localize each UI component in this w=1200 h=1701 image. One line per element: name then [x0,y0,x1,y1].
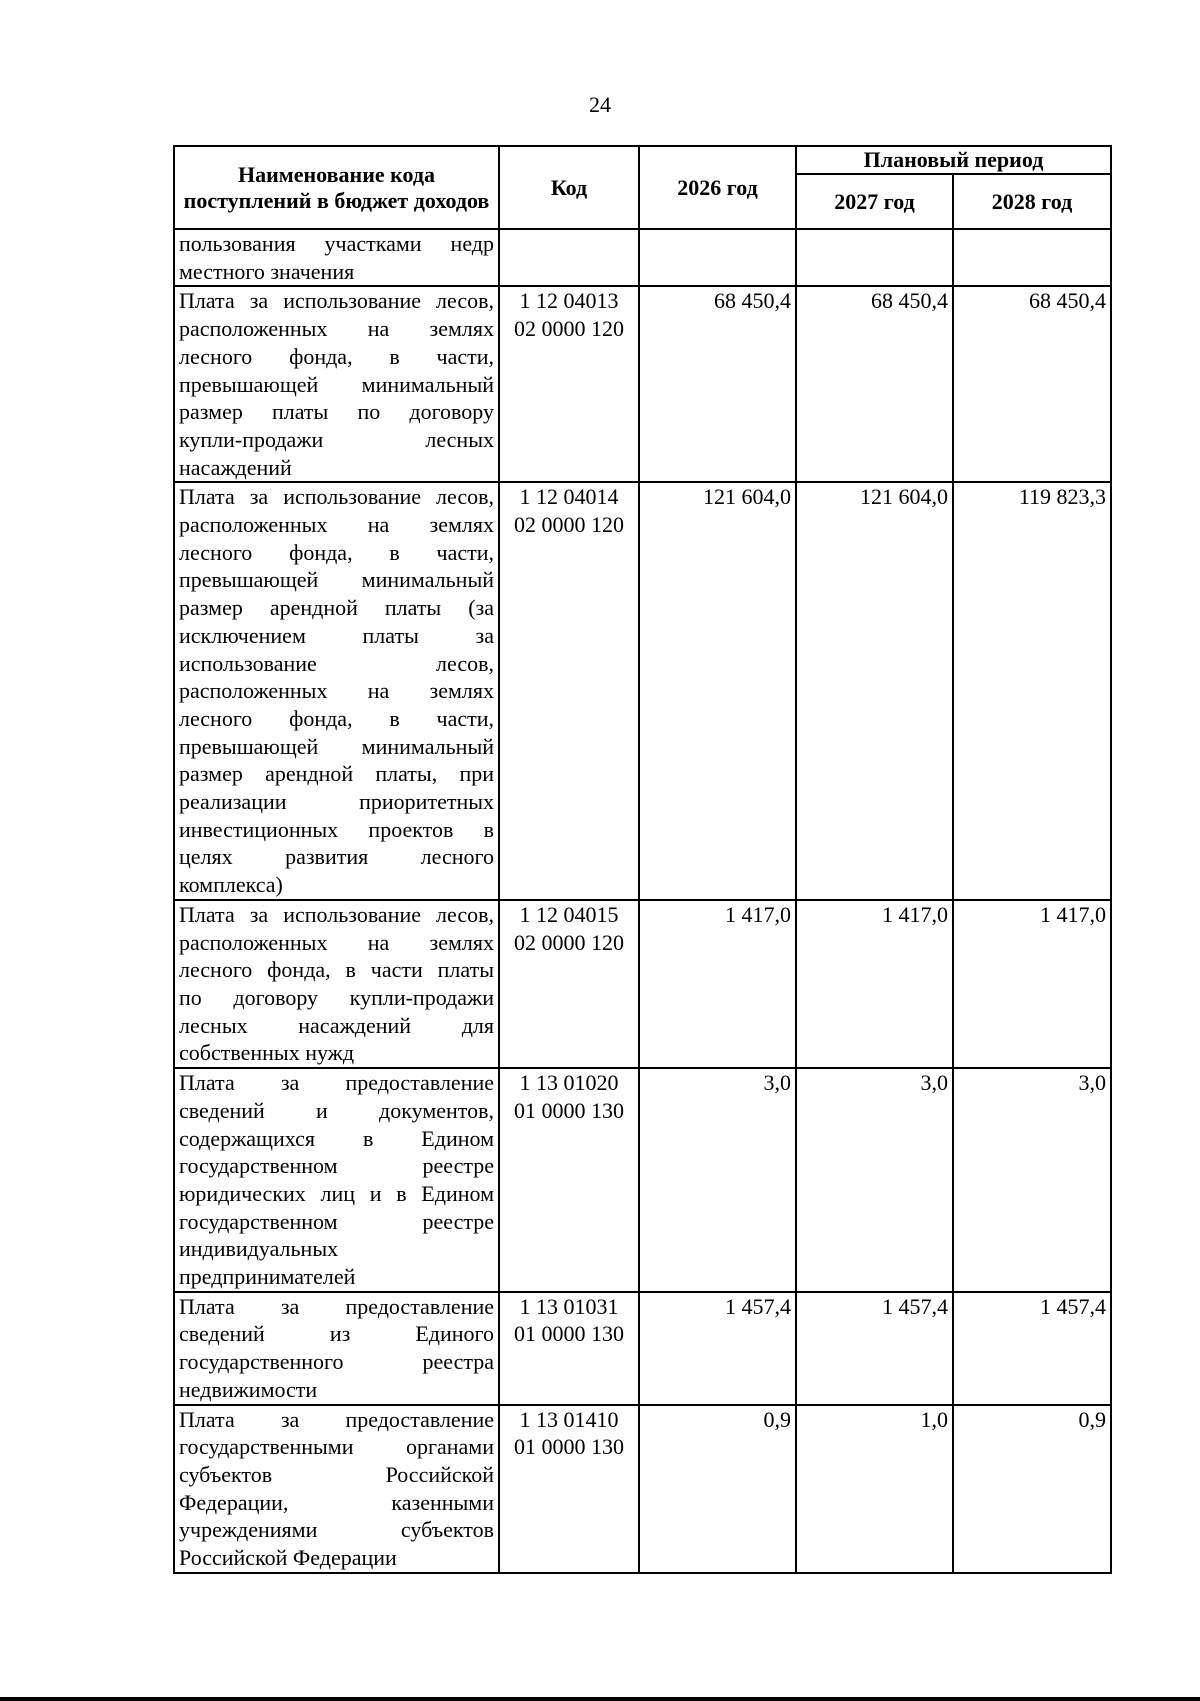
table-row [174,229,1111,286]
amount-2026-cell: 0,9 [639,1405,796,1573]
revenue-name-line: лесного фонда, в части, [179,705,494,731]
revenue-code-cell [499,286,639,482]
revenue-name-line: пользования участками недр [179,231,494,256]
amount-2027-cell: 1 417,0 [796,900,953,1068]
revenue-code-line: 02 0000 120 [514,512,624,538]
amount-2028-cell: 68 450,4 [953,286,1111,482]
revenue-name-line: учреждениями субъектов [179,1517,494,1543]
revenue-name-line: Плата за использование лесов, [179,901,494,927]
amount-2026-cell [639,229,796,286]
revenue-code-line: 02 0000 120 [514,316,624,342]
revenue-name-line: размер арендной платы, при [179,761,494,787]
revenue-name-line: исключением платы за [179,622,494,648]
revenue-name-line: комплекса) [179,872,283,898]
revenue-code-line: 02 0000 120 [514,929,624,955]
revenue-name-line: сведений и документов, [179,1097,494,1123]
revenue-name-line: предпринимателей [179,1264,356,1290]
revenue-name-line: государственными органами [179,1434,494,1460]
amount-2026-cell: 121 604,0 [639,482,796,900]
revenue-code-line: 1 12 04014 [519,484,619,510]
revenue-name-line: местного значения [179,258,355,284]
revenue-name-cell [174,1405,499,1573]
revenue-name-cell [174,1292,499,1405]
revenue-code-cell [499,1292,639,1405]
revenue-name-line: Плата за предоставление [179,1293,494,1319]
amount-2028-cell [953,229,1111,286]
revenue-code-line: 01 0000 130 [514,1321,624,1347]
revenue-name-line: государственном реестре [179,1153,494,1179]
revenue-code-line: 1 12 04013 [519,288,619,314]
revenue-name-line: размер платы по договору [179,399,494,425]
revenue-name-cell [174,482,499,900]
revenue-name-line: содержащихся в Едином [179,1125,494,1151]
amount-2026-cell: 1 417,0 [639,900,796,1068]
revenue-code-cell [499,1405,639,1573]
revenue-name-line: Плата за использование лесов, [179,484,494,510]
revenue-code-line [504,230,634,258]
amount-2028-cell: 3,0 [953,1068,1111,1292]
revenue-code-line: 1 13 01020 [519,1070,619,1096]
revenue-name-cell [174,900,499,1068]
revenue-name-line: государственном реестре [179,1208,494,1234]
page-bottom-edge [0,1697,1200,1701]
header-code: Код [499,146,639,229]
revenue-name-line: Федерации, казенными [179,1489,494,1515]
table-row [174,482,1111,900]
revenue-name-line: реализации приоритетных [179,789,494,815]
revenue-name-line: целях развития лесного [179,844,494,870]
table-row [174,1292,1111,1405]
revenue-name-line: Российской Федерации [179,1545,397,1571]
amount-2026-cell: 68 450,4 [639,286,796,482]
revenue-name-line: субъектов Российской [179,1461,494,1487]
revenue-code-line: 1 13 01031 [519,1293,619,1319]
amount-2027-cell: 3,0 [796,1068,953,1292]
revenue-name-cell [174,229,499,286]
header-planned-period: Плановый период [796,146,1111,174]
amount-2028-cell: 0,9 [953,1405,1111,1573]
revenue-name-line: Плата за предоставление [179,1070,494,1096]
revenue-name-line: лесных насаждений для [179,1012,494,1038]
revenue-code-cell [499,1068,639,1292]
revenue-name-line: сведений из Единого [179,1321,494,1347]
revenue-name-line: размер арендной платы (за [179,595,494,621]
revenue-name-line: лесного фонда, в части платы [179,957,494,983]
revenue-name-line: индивидуальных [179,1236,339,1262]
revenue-code-line: 1 13 01410 [519,1406,619,1432]
revenue-code-line [504,258,634,286]
revenue-name-line: превышающей минимальный [179,567,494,593]
revenue-name-line: лесного фонда, в части, [179,539,494,565]
amount-2027-cell: 1 457,4 [796,1292,953,1405]
revenue-name-line: расположенных на землях [179,678,494,704]
table-row [174,900,1111,1068]
header-2027: 2027 год [796,174,953,229]
revenue-name-line: расположенных на землях [179,512,494,538]
table-row [174,286,1111,482]
revenue-name-line: насаждений [179,454,292,480]
revenue-code-line: 01 0000 130 [514,1097,624,1123]
revenue-name-line: государственного реестра [179,1349,494,1375]
table-body [174,229,1111,1573]
revenue-name-line: использование лесов, [179,650,494,676]
amount-2027-cell: 121 604,0 [796,482,953,900]
revenue-name-line: расположенных на землях [179,316,494,342]
amount-2028-cell: 1 457,4 [953,1292,1111,1405]
revenue-code-line: 01 0000 130 [514,1434,624,1460]
amount-2026-cell: 1 457,4 [639,1292,796,1405]
amount-2026-cell: 3,0 [639,1068,796,1292]
revenue-name-line: Плата за использование лесов, [179,288,494,314]
revenue-code-line: 1 12 04015 [519,901,619,927]
revenue-name-line: юридических лиц и в Едином [179,1180,494,1206]
amount-2027-cell: 68 450,4 [796,286,953,482]
table-row [174,1068,1111,1292]
revenue-name-line: превышающей минимальный [179,371,494,397]
header-name: Наименование кода поступлений в бюджет доходов [174,146,499,229]
amount-2027-cell: 1,0 [796,1405,953,1573]
revenue-code-cell [499,229,639,286]
revenue-name-line: по договору купли-продажи [179,984,494,1010]
table-row [174,1405,1111,1573]
revenue-name-cell [174,286,499,482]
revenue-table [173,145,1112,1574]
header-2026: 2026 год [639,146,796,229]
revenue-code-cell [499,482,639,900]
header-2028: 2028 год [953,174,1111,229]
amount-2028-cell: 1 417,0 [953,900,1111,1068]
revenue-name-line: недвижимости [179,1376,318,1402]
amount-2028-cell: 119 823,3 [953,482,1111,900]
revenue-name-cell [174,1068,499,1292]
revenue-name-line: превышающей минимальный [179,733,494,759]
revenue-name-line: расположенных на землях [179,929,494,955]
page-number: 24 [589,92,611,117]
revenue-name-line: инвестиционных проектов в [179,816,494,842]
amount-2027-cell [796,229,953,286]
revenue-name-line: купли-продажи лесных [179,426,494,452]
revenue-name-line: собственных нужд [179,1040,355,1066]
revenue-name-line: лесного фонда, в части, [179,343,494,369]
revenue-code-cell [499,900,639,1068]
revenue-name-line: Плата за предоставление [179,1406,494,1432]
